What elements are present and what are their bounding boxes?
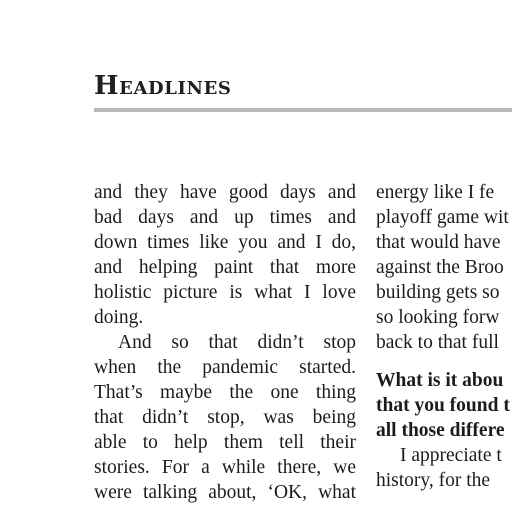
body-line: that didn’t stop, was being xyxy=(94,407,356,428)
body-line: against the Broo xyxy=(376,257,504,278)
paragraph-first-line: And so that didn’t stop xyxy=(118,332,356,353)
body-line: That’s maybe the one thing xyxy=(94,382,356,403)
body-line: building gets so xyxy=(376,282,500,303)
body-line: and they have good days and xyxy=(94,182,356,203)
body-line: playoff game wit xyxy=(376,207,509,228)
section-header xyxy=(94,66,512,112)
body-line: back to that full xyxy=(376,332,499,353)
interview-question-line: all those differe xyxy=(376,420,505,441)
body-line: doing. xyxy=(94,307,144,328)
body-line: down times like you and I do, xyxy=(94,232,356,253)
body-line: so looking forw xyxy=(376,307,500,328)
body-line: stories. For a while there, we xyxy=(94,457,356,478)
body-line: and helping paint that more xyxy=(94,257,356,278)
body-line: history, for the xyxy=(376,470,491,491)
body-line: holistic picture is what I love xyxy=(94,282,356,303)
body-line: bad days and up times and xyxy=(94,207,356,228)
body-line: were talking about, ‘OK, what xyxy=(94,482,356,503)
title-rule xyxy=(94,108,512,112)
body-line: able to help them tell their xyxy=(94,432,356,453)
interview-question-line: that you found t xyxy=(376,395,510,416)
right-column xyxy=(376,180,512,493)
body-line: that would have xyxy=(376,232,501,253)
paragraph-gap xyxy=(376,355,512,368)
body-line: when the pandemic started. xyxy=(94,357,356,378)
body-line: energy like I fe xyxy=(376,182,495,203)
left-column xyxy=(94,180,356,505)
section-title: Headlines xyxy=(94,71,232,101)
paragraph-first-line: I appreciate t xyxy=(400,445,502,466)
interview-question-line: What is it abou xyxy=(376,370,504,391)
